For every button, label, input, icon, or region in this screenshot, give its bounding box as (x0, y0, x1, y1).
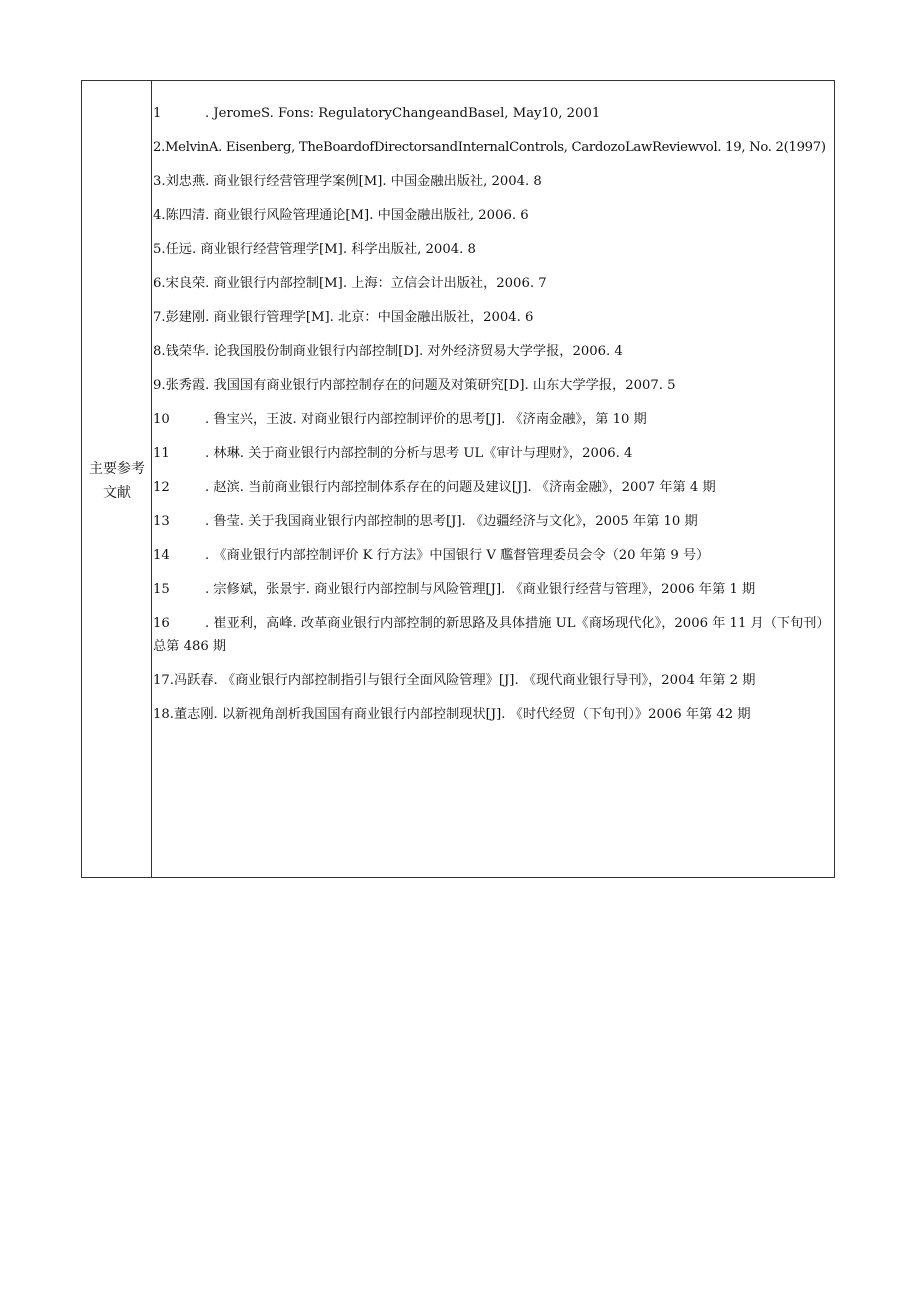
reference-text: . 宗修斌，张景宇. 商业银行内部控制与风险管理[J]. 《商业银行经营与管理》，2006 年第 1 期 (205, 582, 756, 597)
reference-text: . 鲁莹. 关于我国商业银行内部控制的思考[J]. 《边疆经济与文化》，2005 年第 10 期 (205, 514, 698, 529)
reference-number: 12 (153, 480, 170, 495)
reference-text: . JeromeS. Fons: RegulatoryChangeandBasel, May10, 2001 (205, 106, 601, 121)
reference-item-10 (152, 403, 828, 437)
reference-number: 16 (153, 616, 170, 631)
reference-item-8 (152, 335, 828, 369)
reference-number: 9. (153, 378, 166, 393)
reference-text: 冯跃春. 《商业银行内部控制指引与银行全面风险管理》[J]. 《现代商业银行导刊》，2004 年第 2 期 (173, 673, 756, 688)
reference-text: 刘忠燕. 商业银行经营管理学案例[M]. 中国金融出版社, 2004. 8 (165, 174, 542, 189)
reference-number: 13 (153, 514, 170, 529)
reference-number: 3. (153, 174, 166, 189)
reference-item-6 (152, 267, 828, 301)
references-content-cell (152, 81, 834, 877)
reference-text: 宋良荣. 商业银行内部控制[M]. 上海：立信会计出版社，2006. 7 (165, 276, 547, 291)
reference-text: 陈四清. 商业银行风险管理通论[M]. 中国金融出版社, 2006. 6 (165, 208, 529, 223)
reference-number: 6. (153, 276, 166, 291)
reference-item-2 (152, 131, 828, 165)
reference-number: 7. (153, 310, 166, 325)
reference-number: 11 (153, 446, 170, 461)
reference-number: 1 (153, 106, 162, 121)
reference-list (152, 97, 828, 732)
reference-text: 钱荣华. 论我国股份制商业银行内部控制[D]. 对外经济贸易大学学报，2006. 4 (165, 344, 623, 359)
reference-text: 任远. 商业银行经营管理学[M]. 科学出版社, 2004. 8 (165, 242, 476, 257)
reference-item-3 (152, 165, 828, 199)
reference-item-16 (152, 607, 828, 664)
reference-number: 5. (153, 242, 166, 257)
reference-item-14 (152, 539, 828, 573)
reference-item-15 (152, 573, 828, 607)
reference-number: 4. (153, 208, 166, 223)
reference-number: 15 (153, 582, 170, 597)
reference-number: 18. (153, 707, 174, 722)
reference-text: . 赵滨. 当前商业银行内部控制体系存在的问题及建议[J]. 《济南金融》，2007 年第 4 期 (205, 480, 716, 495)
reference-text: . 《商业银行内部控制评价 K 行方法》中国银行 V 尶督管理委员会令（20 年第 9 号） (205, 548, 710, 563)
references-label-line2: 文献 (103, 485, 131, 501)
references-label-line1: 主要参考 (89, 461, 145, 477)
reference-text: . 林琳. 关于商业银行内部控制的分析与思考 UL《审计与理财》，2006. 4 (205, 446, 633, 461)
reference-text: . 崔亚利，高峰. 改革商业银行内部控制的新思路及具体措施 UL《商场现代化》，2006 年 11 月（下旬刊）总第 486 期 (153, 616, 824, 654)
reference-text: MelvinA. Eisenberg, TheBoardofDirectorsandInternalControls, CardozoLawReviewvol. 19, No. 2(1997) (164, 140, 826, 155)
reference-item-17 (152, 664, 828, 698)
references-table (81, 80, 835, 878)
reference-number: 8. (153, 344, 166, 359)
reference-number: 14 (153, 548, 170, 563)
reference-text: 董志刚. 以新视角剖析我国国有商业银行内部控制现状[J]. 《时代经贸（下旬刊）》2006 年第 42 期 (173, 707, 751, 722)
reference-item-11 (152, 437, 828, 471)
reference-number: 10 (153, 412, 170, 427)
reference-item-7 (152, 301, 828, 335)
references-label (82, 457, 152, 505)
reference-item-12 (152, 471, 828, 505)
reference-item-4 (152, 199, 828, 233)
reference-text: . 鲁宝兴，王波. 对商业银行内部控制评价的思考[J]. 《济南金融》，第 10 期 (205, 412, 647, 427)
reference-text: 张秀霞. 我国国有商业银行内部控制存在的问题及对策研究[D]. 山东大学学报，2007. 5 (165, 378, 676, 393)
reference-number: 2. (153, 140, 165, 155)
references-label-cell (82, 81, 152, 877)
reference-item-5 (152, 233, 828, 267)
reference-text: 彭建刚. 商业银行管理学[M]. 北京：中国金融出版社，2004. 6 (165, 310, 534, 325)
reference-item-9 (152, 369, 828, 403)
reference-item-1 (152, 97, 828, 131)
reference-number: 17. (153, 673, 174, 688)
reference-item-18 (152, 698, 828, 732)
reference-item-13 (152, 505, 828, 539)
